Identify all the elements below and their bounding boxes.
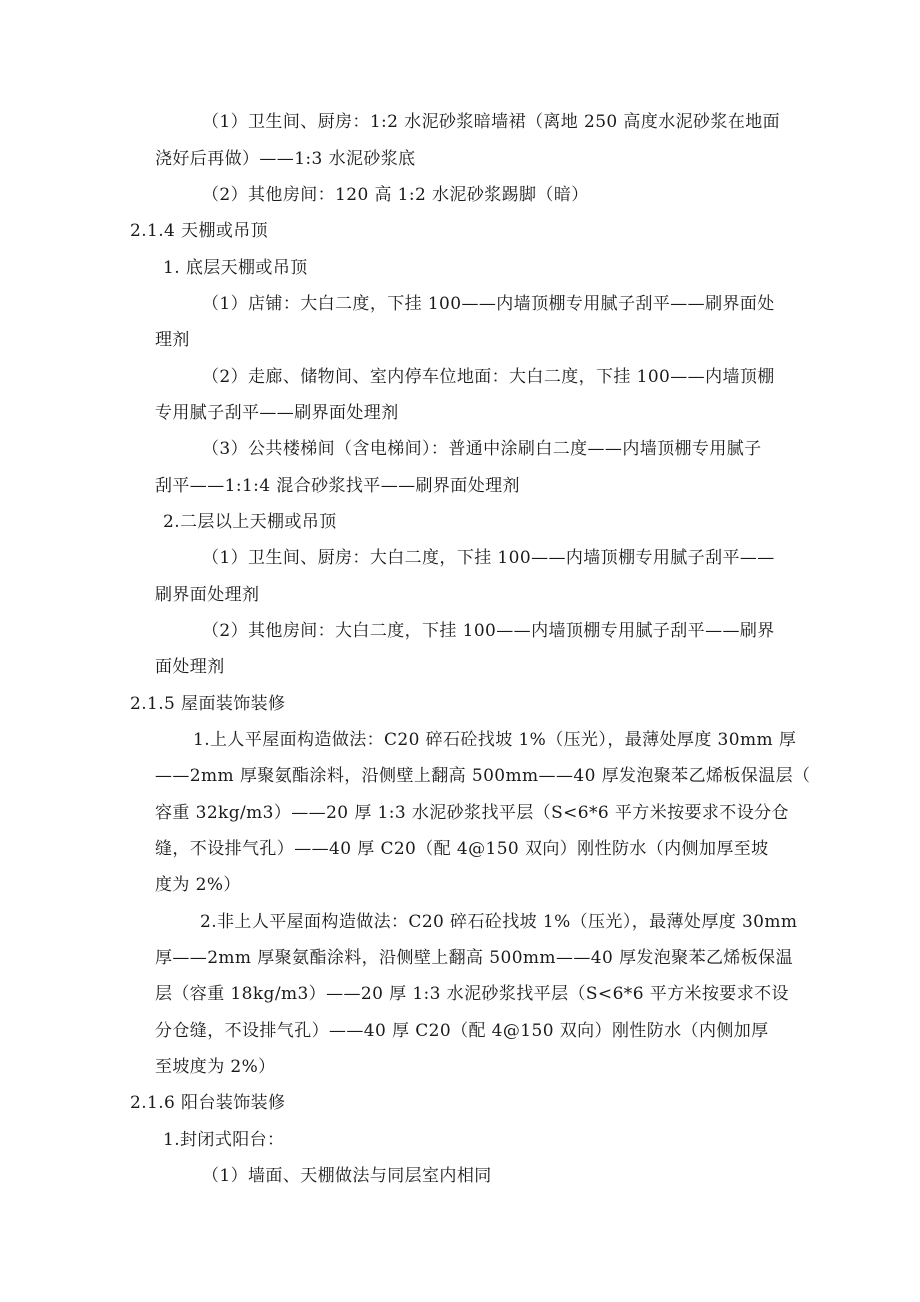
text-line: （1）卫生间、厨房：大白二度，下挂 100——内墙顶棚专用腻子刮平—— (202, 548, 775, 568)
subsection-heading: 1. 底层天棚或吊顶 (163, 258, 308, 278)
text-line: 理剂 (155, 330, 190, 350)
subsection-heading: 1.封闭式阳台： (163, 1130, 285, 1150)
text-line: 容重 32kg/m3）——20 厚 1:3 水泥砂浆找平层（S<6*6 平方米按要求不设分仓 (155, 803, 789, 823)
text-line: 厚——2mm 厚聚氨酯涂料，沿侧壁上翻高 500mm——40 厚发泡聚苯乙烯板保温 (155, 948, 793, 968)
text-line: ——2mm 厚聚氨酯涂料，沿侧壁上翻高 500mm——40 厚发泡聚苯乙烯板保温层（ (155, 766, 811, 786)
text-line: （1）卫生间、厨房：1:2 水泥砂浆暗墙裙（离地 250 高度水泥砂浆在地面 (202, 112, 781, 132)
subsection-heading: 2.二层以上天棚或吊顶 (163, 512, 337, 532)
text-line: 缝，不设排气孔）——40 厚 C20（配 4@150 双向）刚性防水（内侧加厚至坡 (155, 839, 769, 859)
text-line: （1）店铺：大白二度，下挂 100——内墙顶棚专用腻子刮平——刷界面处 (202, 294, 775, 314)
text-line: 刷界面处理剂 (155, 585, 260, 605)
text-line: 1.上人平屋面构造做法：C20 碎石砼找坡 1%（压光），最薄处厚度 30mm 厚 (193, 730, 797, 750)
text-line: 面处理剂 (155, 657, 225, 677)
section-heading: 2.1.5 屋面装饰装修 (130, 694, 286, 714)
text-line: （3）公共楼梯间（含电梯间）：普通中涂刷白二度——内墙顶棚专用腻子 (202, 439, 762, 459)
text-line: 专用腻子刮平——刷界面处理剂 (155, 403, 399, 423)
text-line: 至坡度为 2%） (155, 1057, 276, 1077)
text-line: （1）墙面、天棚做法与同层室内相同 (202, 1166, 492, 1186)
text-line: 浇好后再做）——1:3 水泥砂浆底 (155, 149, 416, 169)
text-line: （2）其他房间：大白二度，下挂 100——内墙顶棚专用腻子刮平——刷界 (202, 621, 775, 641)
text-line: 层（容重 18kg/m3）——20 厚 1:3 水泥砂浆找平层（S<6*6 平方米按要求不设 (155, 984, 789, 1004)
text-line: 刮平——1:1:4 混合砂浆找平——刷界面处理剂 (155, 476, 520, 496)
text-line: （2）走廊、储物间、室内停车位地面：大白二度，下挂 100——内墙顶棚 (202, 367, 775, 387)
section-heading: 2.1.6 阳台装饰装修 (130, 1093, 286, 1113)
text-line: 2.非上人平屋面构造做法：C20 碎石砼找坡 1%（压光），最薄处厚度 30mm (200, 912, 798, 932)
section-heading: 2.1.4 天棚或吊顶 (130, 221, 269, 241)
text-line: 度为 2%） (155, 875, 241, 895)
text-line: 分仓缝，不设排气孔）——40 厚 C20（配 4@150 双向）刚性防水（内侧加厚 (155, 1021, 769, 1041)
text-line: （2）其他房间：120 高 1:2 水泥砂浆踢脚（暗） (202, 185, 589, 205)
